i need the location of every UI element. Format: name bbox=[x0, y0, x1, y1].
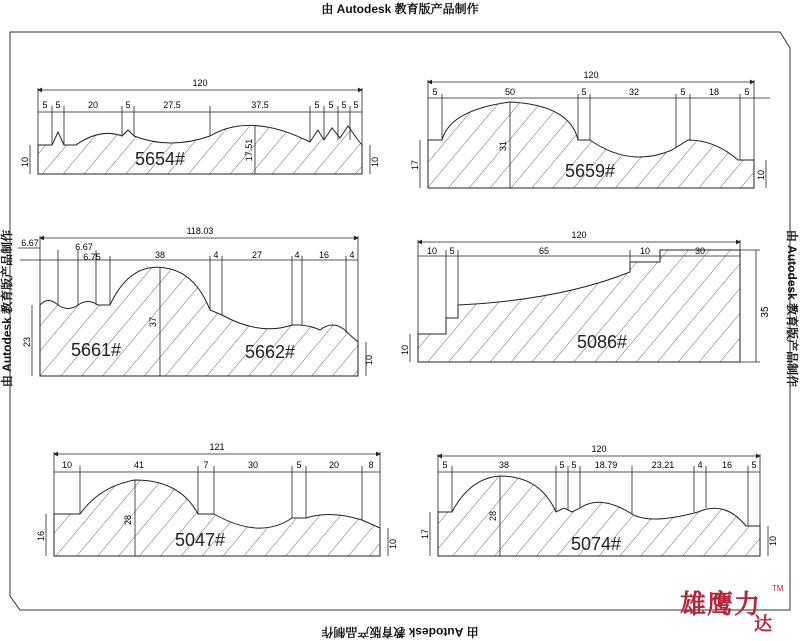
profile-5661-code: 5661# bbox=[70, 340, 122, 360]
profile-5074-height-right: 10 bbox=[768, 535, 778, 547]
profile-5074-total: 120 bbox=[591, 444, 607, 454]
profile-5074-seg: 5 bbox=[571, 460, 577, 470]
profile-5659 bbox=[410, 70, 770, 188]
profile-5047-seg: 7 bbox=[203, 460, 209, 470]
profile-5086-seg: 10 bbox=[639, 246, 651, 256]
profile-5074-code: 5074# bbox=[570, 534, 622, 554]
profile-5074-seg: 16 bbox=[721, 460, 733, 470]
profile-5074-seg: 5 bbox=[442, 460, 448, 470]
profile-5661-seg: 4 bbox=[294, 250, 300, 260]
profile-5074-seg: 5 bbox=[559, 460, 565, 470]
brand-logo-sub: 达 bbox=[754, 614, 772, 635]
profile-5659-seg: 32 bbox=[628, 87, 640, 97]
profile-5659-height-inner: 31 bbox=[498, 140, 508, 152]
watermark-top: 由 Autodesk 教育版产品制作 bbox=[321, 2, 479, 16]
profile-5654-section bbox=[38, 125, 362, 174]
profile-5661-seg: 16 bbox=[318, 250, 330, 260]
profile-5047-seg: 5 bbox=[296, 460, 302, 470]
profile-5661 bbox=[18, 226, 374, 376]
profile-5654-seg: 20 bbox=[87, 100, 99, 110]
profile-5074-seg: 38 bbox=[498, 460, 510, 470]
profile-5047-seg: 8 bbox=[368, 460, 374, 470]
profile-5661-seg: 4 bbox=[213, 250, 219, 260]
profile-5654-height-right: 10 bbox=[370, 156, 380, 168]
profile-5074-height-left: 17 bbox=[420, 528, 430, 540]
profile-5047-seg: 30 bbox=[247, 460, 259, 470]
profile-5047-seg: 10 bbox=[61, 460, 73, 470]
profile-5662-code: 5662# bbox=[244, 342, 296, 362]
profile-5654-seg: 5 bbox=[353, 100, 359, 110]
profile-5654-seg: 5 bbox=[55, 100, 61, 110]
profile-5654-total: 120 bbox=[192, 78, 208, 88]
profile-5659-seg: 5 bbox=[744, 87, 750, 97]
profile-5047-height-right: 10 bbox=[388, 538, 398, 550]
profile-5086-height-right: 35 bbox=[760, 306, 771, 318]
profile-5047-seg: 41 bbox=[133, 460, 145, 470]
profile-5661-seg: 4 bbox=[349, 250, 355, 260]
profile-5661-height-inner: 37 bbox=[148, 316, 158, 328]
profile-5659-height-right: 10 bbox=[756, 169, 766, 181]
profile-5661-seg: 38 bbox=[154, 250, 166, 260]
profile-5661-seg: 6.67 bbox=[75, 242, 93, 252]
profile-5086-height-left: 10 bbox=[400, 344, 410, 356]
watermark-bottom: 由 Autodesk 教育版产品制作 bbox=[321, 625, 479, 639]
profile-5074-seg: 5 bbox=[751, 460, 757, 470]
profile-5074-seg: 18.79 bbox=[594, 460, 618, 470]
profile-5654 bbox=[20, 78, 380, 174]
profile-5086 bbox=[400, 230, 771, 362]
profile-5661-seg: 27 bbox=[251, 250, 263, 260]
profile-5074-seg: 4 bbox=[697, 460, 703, 470]
profile-5661-total: 118.03 bbox=[186, 226, 214, 236]
profile-5047-height-inner: 28 bbox=[123, 514, 133, 526]
profile-5074 bbox=[420, 444, 778, 556]
profile-5654-height-left: 10 bbox=[20, 156, 30, 168]
profile-5659-seg: 18 bbox=[708, 87, 720, 97]
profile-5661-seg: 6.67 bbox=[21, 238, 39, 248]
profile-5659-code: 5659# bbox=[564, 161, 616, 181]
profile-5047-total: 121 bbox=[209, 442, 225, 452]
profile-5659-height-left: 17 bbox=[410, 159, 420, 171]
profile-5086-seg: 10 bbox=[426, 246, 438, 256]
profile-5654-seg: 5 bbox=[328, 100, 334, 110]
profile-5654-seg: 27.5 bbox=[163, 100, 181, 110]
profile-5047-code: 5047# bbox=[174, 530, 226, 550]
profile-5086-seg: 5 bbox=[449, 246, 455, 256]
profile-5659-seg: 5 bbox=[432, 87, 438, 97]
profile-5654-seg: 37.5 bbox=[251, 100, 269, 110]
profile-5074-height-inner: 28 bbox=[488, 510, 498, 522]
profile-5654-seg: 5 bbox=[125, 100, 131, 110]
profile-5086-seg: 65 bbox=[538, 246, 550, 256]
profile-5661-height-right: 10 bbox=[364, 354, 374, 366]
profile-5661-height-left: 23 bbox=[22, 336, 32, 348]
profile-5659-seg: 5 bbox=[581, 87, 587, 97]
brand-logo: 雄鹰力 bbox=[680, 590, 762, 620]
profile-5654-code: 5654# bbox=[134, 149, 186, 169]
profile-5074-seg: 23.21 bbox=[651, 460, 675, 470]
profile-5086-code: 5086# bbox=[576, 332, 628, 352]
profile-5659-seg: 5 bbox=[680, 87, 686, 97]
profile-5086-total: 120 bbox=[571, 230, 587, 240]
profile-5047 bbox=[36, 442, 398, 556]
profile-5659-seg: 50 bbox=[504, 87, 516, 97]
profile-5654-seg: 5 bbox=[341, 100, 347, 110]
profile-5654-seg: 5 bbox=[314, 100, 320, 110]
profile-5047-height-left: 16 bbox=[36, 530, 46, 542]
watermark-right: 由 Autodesk 教育版产品制作 bbox=[785, 229, 800, 388]
profile-5654-height-inner: 17.51 bbox=[244, 138, 254, 162]
brand-trademark: TM bbox=[772, 584, 784, 593]
profile-5659-total: 120 bbox=[583, 70, 599, 80]
profile-5047-seg: 20 bbox=[328, 460, 340, 470]
watermark-left: 由 Autodesk 教育版产品制作 bbox=[0, 229, 15, 388]
profile-5086-seg: 30 bbox=[694, 246, 706, 256]
profile-5654-seg: 5 bbox=[42, 100, 48, 110]
profile-5661-seg: 6.75 bbox=[83, 252, 101, 262]
